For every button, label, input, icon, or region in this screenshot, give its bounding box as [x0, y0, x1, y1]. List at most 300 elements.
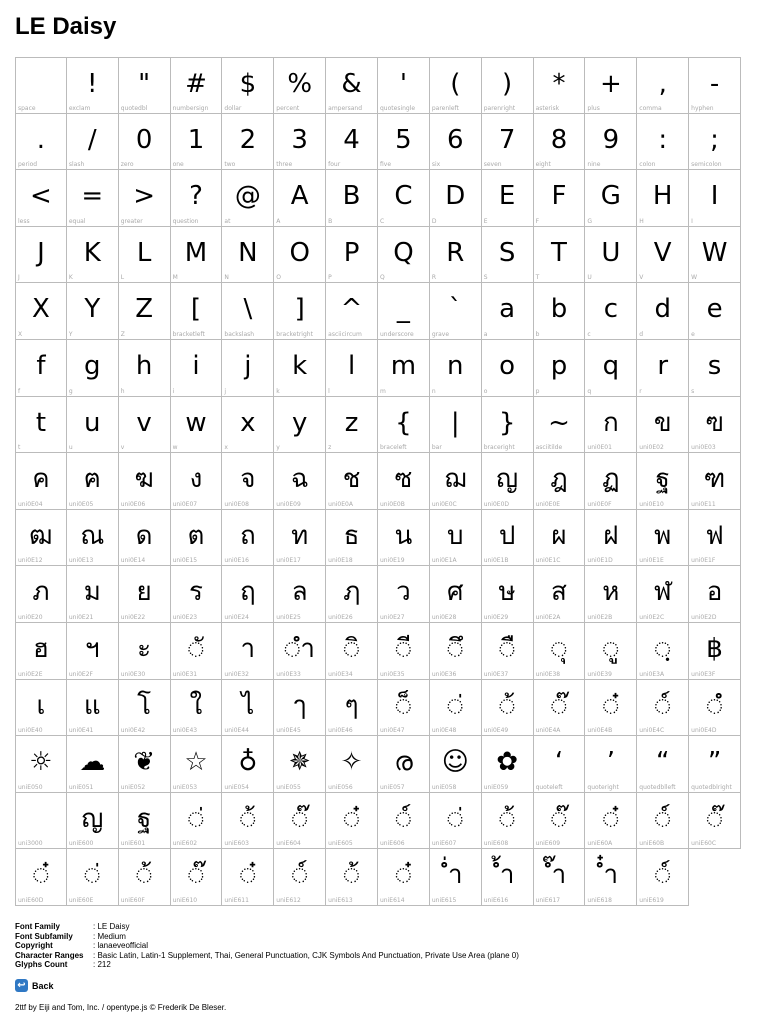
glyph-name: uni0E0B — [380, 500, 405, 508]
glyph-sample: ◌่ — [188, 803, 204, 834]
glyph-name: uni0E28 — [431, 613, 457, 621]
glyph-sample: ◌ี — [395, 634, 412, 664]
glyph-cell — [689, 114, 741, 171]
glyph-cell — [222, 283, 274, 340]
glyph-sample: ฑ — [703, 464, 726, 495]
glyph-cell — [171, 566, 223, 623]
glyph-name: R — [431, 274, 437, 282]
glyph-cell — [15, 510, 67, 567]
glyph-sample: ! — [87, 69, 98, 99]
back-label: Back — [32, 980, 54, 991]
glyph-name: uniE606 — [380, 840, 405, 848]
glyph-name: uni0E20 — [18, 613, 43, 621]
glyph-name: uni0E0C — [431, 500, 457, 508]
glyph-sample: ว — [396, 577, 411, 608]
glyph-name: uniE617 — [535, 896, 561, 904]
glyph-name: uni0E43 — [172, 727, 198, 735]
glyph-name: Z — [120, 330, 125, 338]
glyph-name: asciicircum — [328, 330, 362, 338]
glyph-sample: Z — [135, 294, 154, 325]
glyph-sample: 0 — [135, 124, 153, 155]
glyph-sample: ฌ — [444, 464, 467, 495]
glyph-cell — [378, 736, 430, 793]
glyph-sample: g — [84, 351, 101, 381]
glyph-name: uniE601 — [120, 840, 146, 848]
glyph-name: C — [380, 217, 385, 225]
info-row — [15, 941, 519, 951]
glyph-name: asterisk — [535, 104, 560, 112]
glyph-cell — [326, 170, 378, 227]
glyph-name: Y — [68, 330, 73, 338]
glyph-cell — [585, 227, 637, 284]
glyph-name: uniE612 — [276, 896, 301, 904]
glyph-cell — [482, 849, 534, 906]
glyph-sample: บ — [447, 520, 464, 551]
glyph-sample: ◌ำ — [284, 634, 315, 664]
glyph-sample: ฐ — [136, 803, 152, 834]
glyph-cell — [15, 566, 67, 623]
glyph-name: uniE60F — [120, 896, 145, 904]
glyph-cell — [171, 680, 223, 737]
back-button[interactable] — [15, 979, 54, 992]
glyph-name: uniE055 — [276, 783, 301, 791]
glyph-sample: ) — [502, 69, 513, 99]
glyph-sample: ; — [710, 124, 719, 155]
glyph-name: uniE619 — [639, 896, 664, 904]
glyph-sample: ฎ — [550, 464, 568, 495]
glyph-sample: e — [706, 294, 723, 325]
glyph-cell — [482, 566, 534, 623]
glyph-name: r — [639, 387, 642, 395]
glyph-cell — [378, 510, 430, 567]
glyph-sample: ๆ — [344, 690, 359, 721]
glyph-cell — [119, 340, 171, 397]
glyph-name: uniE60A — [587, 840, 613, 848]
glyph-cell — [482, 397, 534, 454]
glyph-sample: } — [498, 407, 516, 438]
glyph-cell — [171, 793, 223, 850]
glyph-name: uni0E30 — [120, 670, 146, 678]
glyph-sample: ◌๊ — [188, 860, 204, 891]
glyph-sample: ◌้ — [499, 690, 516, 721]
glyph-sample: . — [36, 124, 46, 155]
glyph-cell — [326, 453, 378, 510]
glyph-cell — [534, 510, 586, 567]
glyph-name: uni0E2F — [68, 670, 93, 678]
glyph-cell — [534, 340, 586, 397]
glyph-name: d — [639, 330, 644, 338]
glyph-sample: ใ — [189, 690, 203, 721]
glyph-cell — [689, 680, 741, 737]
glyph-name: f — [18, 387, 21, 395]
glyph-cell — [378, 114, 430, 171]
glyph-cell — [67, 623, 119, 680]
glyph-cell — [534, 680, 586, 737]
glyph-name: A — [276, 217, 281, 225]
glyph-cell — [585, 114, 637, 171]
glyph-sample: ม — [83, 577, 101, 608]
glyph-name: uni0E37 — [483, 670, 509, 678]
glyph-sample: ◌่ — [84, 860, 101, 891]
glyph-sample: ◌่ — [447, 803, 464, 834]
glyph-name: g — [68, 387, 73, 395]
glyph-cell — [222, 114, 274, 171]
glyph-sample: ◌๊ — [706, 803, 723, 834]
glyph-name: quoteright — [587, 783, 619, 791]
glyph-cell — [222, 57, 274, 114]
glyph-sample: ◌๊ — [551, 690, 567, 721]
glyph-name: uni0E29 — [483, 613, 509, 621]
glyph-cell — [326, 510, 378, 567]
glyph-cell — [637, 736, 689, 793]
glyph-cell — [378, 793, 430, 850]
glyph-cell — [534, 57, 586, 114]
glyph-name: i — [172, 387, 175, 395]
glyph-cell — [119, 793, 171, 850]
glyph-sample: p — [550, 351, 568, 381]
glyph-sample: ฅ — [83, 464, 101, 495]
glyph-name: uni0E0D — [483, 500, 510, 508]
glyph-cell — [67, 397, 119, 454]
glyph-grid — [15, 57, 741, 906]
glyph-cell — [171, 397, 223, 454]
glyph-cell — [534, 849, 586, 906]
glyph-name: H — [639, 217, 644, 225]
glyph-sample: t — [35, 407, 47, 438]
glyph-sample: f — [36, 351, 46, 381]
glyph-name: uni0E18 — [328, 557, 353, 565]
glyph-name: uniE60C — [691, 840, 717, 848]
glyph-sample: s — [707, 351, 722, 381]
glyph-sample: ◌์ — [654, 690, 671, 721]
glyph-sample: ] — [294, 294, 305, 325]
glyph-sample: ณ — [80, 520, 105, 551]
glyph-cell — [15, 623, 67, 680]
info-value: : Medium — [93, 931, 126, 941]
glyph-cell — [274, 57, 326, 114]
glyph-name: uni0E05 — [68, 500, 94, 508]
glyph-name: uniE605 — [328, 840, 353, 848]
glyph-name: uniE057 — [380, 783, 405, 791]
glyph-name: six — [431, 161, 441, 169]
glyph-sample: ◌์ — [395, 803, 412, 834]
glyph-cell — [119, 57, 171, 114]
glyph-cell — [585, 283, 637, 340]
glyph-name: uni0E10 — [639, 500, 664, 508]
glyph-cell — [326, 680, 378, 737]
glyph-sample: ๅ — [293, 690, 307, 721]
glyph-cell — [689, 170, 741, 227]
glyph-sample: ช — [342, 464, 361, 495]
glyph-cell — [637, 114, 689, 171]
glyph-cell — [15, 114, 67, 171]
glyph-cell — [171, 623, 223, 680]
glyph-cell — [274, 397, 326, 454]
glyph-sample: า — [240, 634, 256, 664]
glyph-cell — [430, 227, 482, 284]
glyph-sample: ☆ — [184, 747, 208, 778]
glyph-sample: ◌๋ — [395, 860, 412, 891]
glyph-sample: > — [133, 181, 156, 212]
glyph-name: uni0E1F — [691, 557, 716, 565]
glyph-sample: ✵ — [288, 747, 311, 778]
glyph-sample: ◌้ — [343, 860, 360, 891]
glyph-cell — [689, 453, 741, 510]
glyph-cell — [585, 510, 637, 567]
glyph-cell — [274, 680, 326, 737]
glyph-sample: = — [81, 181, 104, 212]
glyph-name: quotedblleft — [639, 783, 676, 791]
glyph-name: uniE610 — [172, 896, 198, 904]
glyph-name: uni0E2D — [691, 613, 717, 621]
glyph-name: uni0E41 — [68, 727, 94, 735]
glyph-cell — [67, 680, 119, 737]
glyph-name: numbersign — [172, 104, 209, 112]
glyph-sample: r — [657, 351, 669, 381]
glyph-cell — [119, 453, 171, 510]
glyph-cell — [689, 793, 741, 850]
glyph-cell — [585, 566, 637, 623]
glyph-cell — [585, 57, 637, 114]
glyph-sample: ฏ — [602, 464, 620, 495]
glyph-name: uni0E21 — [68, 613, 94, 621]
info-label: Glyphs Count — [15, 960, 68, 969]
glyph-sample: R — [446, 237, 465, 268]
glyph-name: bar — [431, 444, 442, 452]
glyph-cell — [222, 170, 274, 227]
glyph-sample: ~ — [548, 407, 570, 438]
glyph-sample: ย — [136, 577, 152, 608]
glyph-sample: ร — [189, 577, 203, 608]
glyph-sample: X — [32, 294, 50, 325]
glyph-name: uni0E3F — [691, 670, 716, 678]
glyph-cell — [119, 736, 171, 793]
glyph-cell — [67, 57, 119, 114]
glyph-name: s — [691, 387, 695, 395]
glyph-name: uni0E33 — [276, 670, 301, 678]
glyph-sample: ศ — [447, 577, 464, 608]
glyph-cell — [482, 170, 534, 227]
glyph-name: uni0E04 — [18, 500, 43, 508]
glyph-cell — [585, 340, 637, 397]
glyph-name: q — [587, 387, 592, 395]
glyph-cell — [119, 397, 171, 454]
glyph-cell — [326, 397, 378, 454]
glyph-cell — [689, 397, 741, 454]
glyph-sample: l — [347, 351, 356, 381]
glyph-cell — [482, 453, 534, 510]
glyph-name: uniE60B — [639, 840, 665, 848]
glyph-cell — [67, 849, 119, 906]
glyph-cell — [326, 283, 378, 340]
glyph-cell — [15, 680, 67, 737]
glyph-name: uni0E16 — [224, 557, 249, 565]
glyph-cell — [689, 57, 741, 114]
glyph-sample: ห — [602, 577, 620, 608]
glyph-cell — [585, 793, 637, 850]
glyph-cell — [534, 736, 586, 793]
glyph-name: greater — [120, 217, 143, 225]
glyph-sample: แ — [83, 690, 101, 721]
glyph-sample: k — [292, 351, 308, 381]
glyph-sample: M — [184, 237, 208, 268]
glyph-name: uniE600 — [68, 840, 94, 848]
glyph-name: eight — [535, 161, 551, 169]
glyph-name: Q — [380, 274, 385, 282]
glyph-sample: K — [83, 237, 101, 268]
glyph-cell — [534, 397, 586, 454]
glyph-cell — [482, 57, 534, 114]
glyph-cell — [15, 453, 67, 510]
glyph-name: uni0E12 — [18, 557, 43, 565]
glyph-sample: ก — [602, 407, 619, 438]
glyph-name: uniE050 — [18, 783, 43, 791]
glyph-cell — [67, 566, 119, 623]
glyph-cell — [222, 566, 274, 623]
glyph-name: uni0E27 — [380, 613, 405, 621]
glyph-cell — [482, 736, 534, 793]
glyph-sample: ’ — [606, 747, 615, 778]
glyph-name: uni3000 — [18, 840, 43, 848]
glyph-sample: ◌ิ — [343, 634, 360, 664]
glyph-sample: ◌ึ — [447, 634, 464, 664]
glyph-sample: S — [498, 237, 516, 268]
glyph-name: uni0E34 — [328, 670, 353, 678]
glyph-cell — [637, 680, 689, 737]
glyph-cell — [534, 623, 586, 680]
glyph-sample: 2 — [239, 124, 257, 155]
glyph-sample: ท — [291, 520, 309, 551]
glyph-name: uni0E49 — [483, 727, 509, 735]
glyph-sample: ◌์ — [654, 803, 671, 834]
info-value: : 212 — [93, 960, 111, 969]
glyph-sample: H — [652, 181, 673, 212]
glyph-name: grave — [431, 330, 450, 338]
glyph-sample: ◌ํ — [706, 690, 723, 721]
glyph-cell — [15, 227, 67, 284]
glyph-sample: E — [498, 181, 516, 212]
glyph-sample: ◌๋ — [602, 803, 619, 834]
glyph-sample: j — [244, 351, 252, 381]
glyph-sample: { — [395, 407, 412, 438]
glyph-name: K — [68, 274, 73, 282]
glyph-name: j — [224, 387, 227, 395]
glyph-name: parenright — [483, 104, 516, 112]
glyph-name: o — [483, 387, 488, 395]
glyph-sample: 8 — [550, 124, 568, 155]
glyph-name: uni0E39 — [587, 670, 612, 678]
glyph-sample: ฿ — [706, 634, 723, 664]
glyph-name: uni0E35 — [380, 670, 405, 678]
glyph-cell — [67, 453, 119, 510]
glyph-cell — [222, 849, 274, 906]
glyph-cell — [689, 623, 741, 680]
glyph-name: uni0E4C — [639, 727, 665, 735]
glyph-sample: ๋ำ — [603, 860, 619, 891]
glyph-name: p — [535, 387, 540, 395]
glyph-cell — [637, 283, 689, 340]
glyph-cell — [119, 566, 171, 623]
glyph-sample: q — [602, 351, 620, 381]
glyph-sample: โ — [137, 690, 152, 721]
glyph-sample: ❦ — [133, 747, 156, 778]
glyph-name: ampersand — [328, 104, 363, 112]
glyph-cell — [171, 114, 223, 171]
glyph-sample: “ — [655, 747, 670, 778]
glyph-sample: V — [653, 237, 672, 268]
glyph-sample: ข — [653, 407, 672, 438]
glyph-sample: ะ — [137, 634, 152, 664]
glyph-name: uni0E46 — [328, 727, 353, 735]
glyph-sample: i — [192, 351, 200, 381]
glyph-name: parenleft — [431, 104, 459, 112]
glyph-sample: @ — [234, 181, 261, 212]
glyph-sample: u — [84, 407, 101, 438]
glyph-name: uni0E11 — [691, 500, 716, 508]
glyph-name: uni0E0A — [328, 500, 353, 508]
glyph-cell — [637, 849, 689, 906]
glyph-sample: เ — [36, 690, 46, 721]
glyph-name: uni0E48 — [431, 727, 457, 735]
glyph-sample: I — [710, 181, 719, 212]
glyph-cell — [222, 397, 274, 454]
glyph-name: asciitilde — [535, 444, 563, 452]
glyph-sample: _ — [396, 294, 410, 325]
glyph-cell — [171, 849, 223, 906]
glyph-name: I — [691, 217, 693, 225]
glyph-name: at — [224, 217, 231, 225]
glyph-cell — [326, 227, 378, 284]
glyph-name: m — [380, 387, 386, 395]
glyph-cell — [171, 736, 223, 793]
glyph-sample: & — [341, 69, 362, 99]
glyph-cell — [171, 57, 223, 114]
glyph-sample: 3 — [291, 124, 308, 155]
glyph-name: two — [224, 161, 236, 169]
glyph-name: uniE60D — [18, 896, 44, 904]
glyph-name: uniE607 — [431, 840, 457, 848]
glyph-name: uniE611 — [224, 896, 249, 904]
glyph-name: J — [18, 274, 20, 282]
glyph-name: l — [328, 387, 330, 395]
glyph-cell — [119, 623, 171, 680]
glyph-name: uni0E23 — [172, 613, 198, 621]
glyph-sample: o — [499, 351, 516, 381]
glyph-cell — [430, 453, 482, 510]
glyph-name: one — [172, 161, 184, 169]
glyph-cell — [585, 397, 637, 454]
glyph-cell — [326, 114, 378, 171]
glyph-cell — [534, 170, 586, 227]
glyph-name: uni0E40 — [18, 727, 43, 735]
glyph-sample: a — [499, 294, 516, 325]
glyph-name: uni0E4D — [691, 727, 717, 735]
glyph-name: less — [18, 217, 30, 225]
glyph-cell — [482, 510, 534, 567]
glyph-sample: ◌้ — [239, 803, 256, 834]
glyph-sample: ◌ุ — [551, 634, 567, 664]
glyph-name: uni0E06 — [120, 500, 146, 508]
glyph-cell — [171, 170, 223, 227]
info-row — [15, 922, 519, 932]
glyph-name: uni0E44 — [224, 727, 249, 735]
glyph-sample: ธ — [343, 520, 360, 551]
info-row — [15, 932, 519, 942]
glyph-sample: ര — [394, 747, 413, 778]
glyph-cell — [15, 397, 67, 454]
glyph-cell — [689, 736, 741, 793]
glyph-sample: ( — [450, 69, 461, 99]
